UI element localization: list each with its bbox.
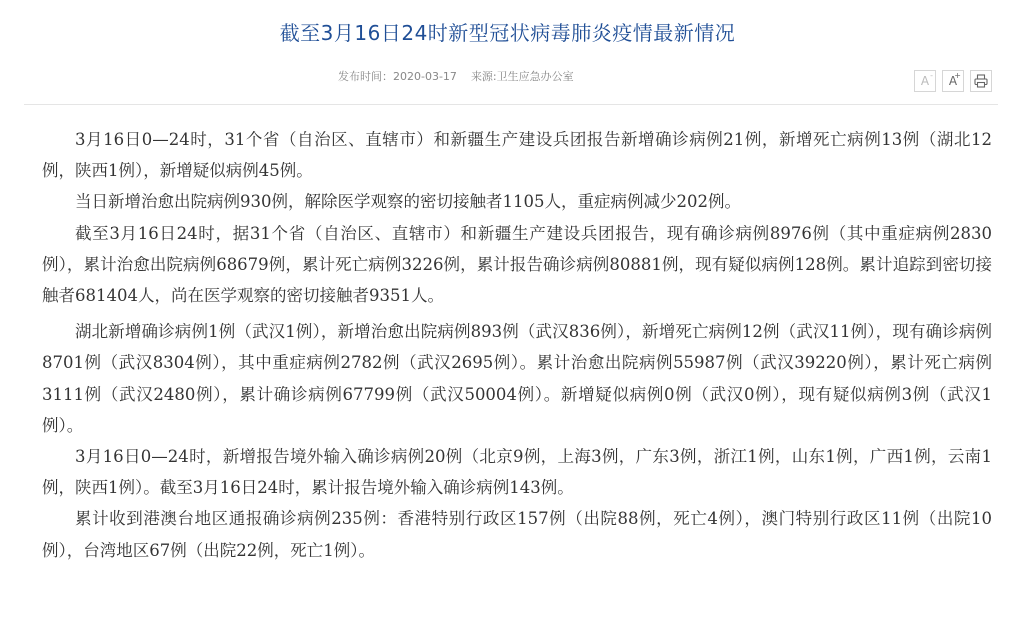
publish-label: 发布时间：	[338, 70, 393, 83]
paragraph: 湖北新增确诊病例1例（武汉1例），新增治愈出院病例893例（武汉836例），新增死亡病例12例（武汉11例），现有确诊病例8701例（武汉8304例），其中重症病例2782例（武汉2695例）。累计治愈出院病例55987例（武汉39220例），累计死亡病例3111例（武汉2480例），累计确诊病例67799例（武汉50004例）。新增疑似病例0例（武汉0例），现有疑似病例3例（武汉1例）。	[42, 322, 992, 435]
paragraph: 当日新增治愈出院病例930例，解除医学观察的密切接触者1105人，重症病例减少202例。	[75, 192, 741, 212]
source-name: 卫生应急办公室	[496, 70, 574, 83]
paragraph: 累计收到港澳台地区通报确诊病例235例：香港特别行政区157例（出院88例，死亡4例），澳门特别行政区11例（出院10例），台湾地区67例（出院22例，死亡1例）。	[42, 509, 992, 560]
font-larger-button[interactable]: A +	[942, 70, 964, 92]
article-meta	[338, 66, 574, 88]
font-smaller-icon: A	[920, 74, 930, 88]
publish-date: 2020-03-17	[393, 70, 457, 83]
paragraph: 3月16日0—24时，31个省（自治区、直辖市）和新疆生产建设兵团报告新增确诊病例21例，新增死亡病例13例（湖北12例，陕西1例），新增疑似病例45例。	[42, 130, 992, 181]
article-body	[42, 124, 992, 566]
print-button[interactable]	[970, 70, 992, 92]
font-smaller-button[interactable]: A -	[914, 70, 936, 92]
printer-icon	[974, 74, 988, 88]
article-title: 截至3月16日24时新型冠状病毒肺炎疫情最新情况	[279, 21, 736, 45]
paragraph: 3月16日0—24时，新增报告境外输入确诊病例20例（北京9例，上海3例，广东3例，浙江1例，山东1例，广西1例，云南1例，陕西1例）。截至3月16日24时，累计报告境外输入确诊病例143例。	[42, 447, 992, 498]
article-tools	[914, 70, 992, 92]
paragraph: 截至3月16日24时，据31个省（自治区、直辖市）和新疆生产建设兵团报告，现有确诊病例8976例（其中重症病例2830例），累计治愈出院病例68679例，累计死亡病例3226例，累计报告确诊病例80881例，现有疑似病例128例。累计追踪到密切接触者681404人，尚在医学观察的密切接触者9351人。	[42, 223, 992, 306]
header-divider	[24, 104, 998, 105]
font-larger-icon: A	[948, 74, 958, 88]
source-label: 来源:	[470, 70, 497, 83]
